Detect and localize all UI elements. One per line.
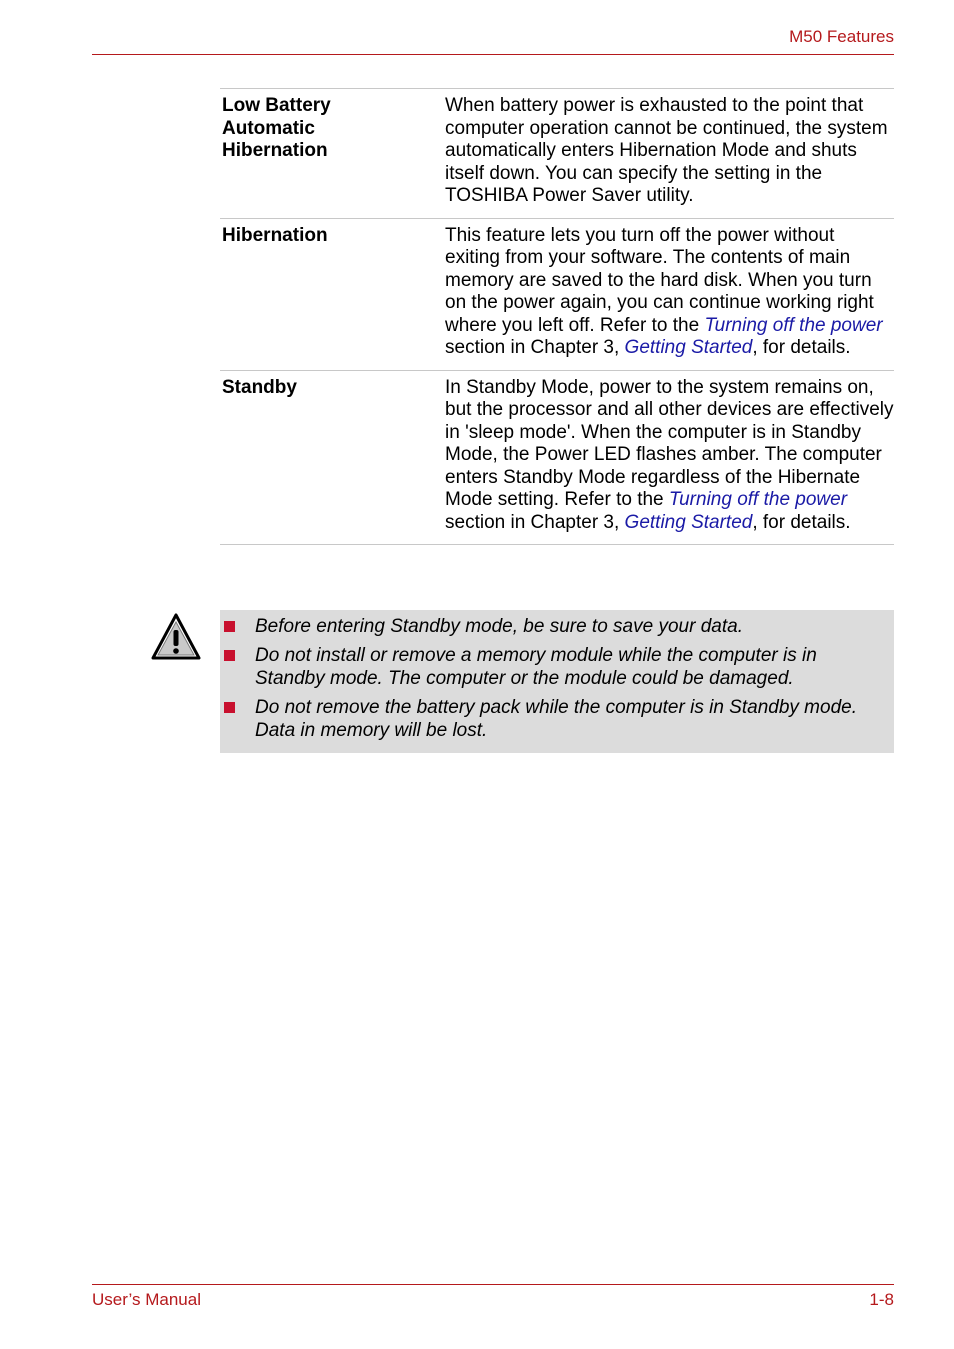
bullet-square-icon [224,650,235,661]
desc-hibernation-mid: section in Chapter 3, [445,337,625,358]
caution-list [220,610,894,742]
term-standby: Standby [222,376,297,398]
desc-hibernation-text: This feature lets you turn off the power without exiting from your software. The contents of main memory are saved to the hard disk. When you turn on the power again, you can continue working right where you left off. Refer to the [445,224,874,336]
caution-item-text: Before entering Standby mode, be sure to save your data. [255,616,743,637]
link-turning-off-power[interactable]: Turning off the power [704,314,883,336]
desc-low-battery [445,95,894,208]
desc-standby [445,377,894,535]
caution-item-text: Do not remove the battery pack while the computer is in Standby mode. Data in memory will be lost. [255,697,857,741]
bullet-square-icon [224,621,235,632]
page-number: 1-8 [869,1290,894,1309]
caution-box [220,610,894,753]
desc-low-battery-text: When battery power is exhausted to the point that computer operation cannot be continued, the system automatically enters Hibernation Mode and shuts itself down. You can specify the setting in the TOSHIBA Power Saver utility. [445,95,888,206]
table-row-standby [220,371,894,546]
term-hibernation: Hibernation [222,224,328,246]
desc-standby-text: In Standby Mode, power to the system remains on, but the processor and all other devices are effectively in 'sleep mode'. When the computer is in Standby Mode, the Power LED flashes amber. The computer enters Standby Mode regardless of the Hibernate Mode setting. Refer to the [445,376,894,510]
feature-table [220,88,894,545]
caution-item [220,615,894,638]
caution-item-text: Do not install or remove a memory module while the computer is in Standby mode. The computer or the module could be damaged. [255,645,817,689]
desc-standby-end: , for details. [752,511,851,533]
warning-triangle-icon [151,612,201,662]
footer-divider [92,1284,894,1285]
link-turning-off-power[interactable]: Turning off the power [668,489,848,510]
caution-item [220,696,894,742]
desc-hibernation [445,225,894,360]
link-getting-started[interactable]: Getting Started [624,337,753,358]
table-row-hibernation [220,219,894,371]
header-divider [92,54,894,55]
footer-manual-title: User’s Manual [92,1290,201,1309]
term-low-battery: Low Battery Automatic Hibernation [222,95,331,161]
link-getting-started[interactable]: Getting Started [624,511,753,533]
desc-standby-mid: section in Chapter 3, [445,511,625,533]
page-header-title: M50 Features [789,27,894,46]
desc-hibernation-end: , for details. [752,337,851,358]
caution-item [220,644,894,690]
bullet-square-icon [224,702,235,713]
table-row-low-battery [220,89,894,219]
